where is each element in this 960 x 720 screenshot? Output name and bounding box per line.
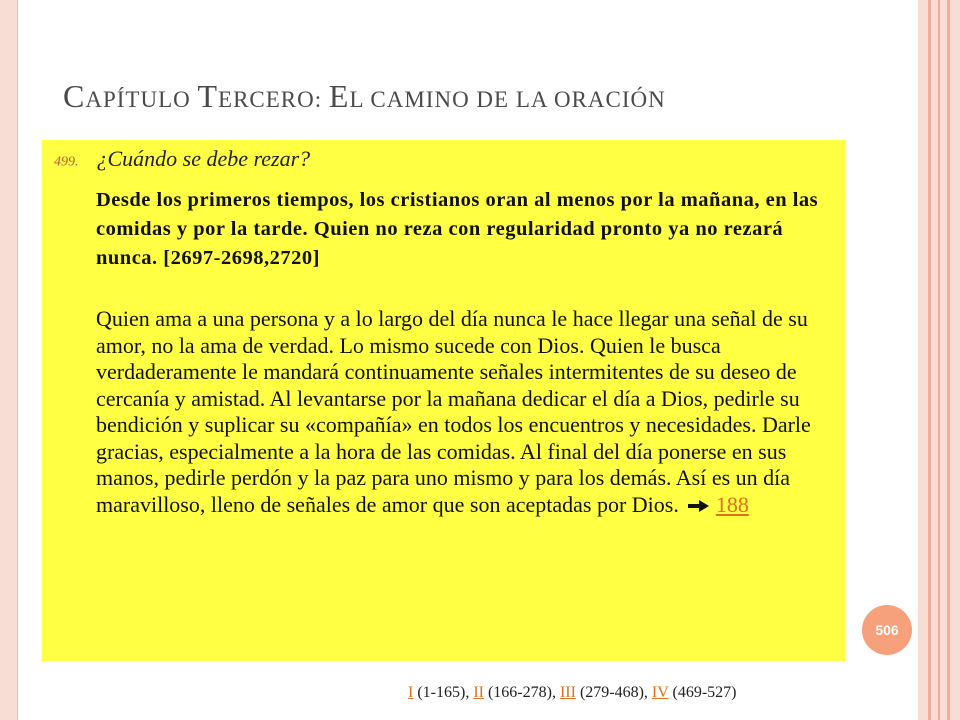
explanation-text: Quien ama a una persona y a lo largo del día nunca le hace llegar una señal de su amor, no la ama de verdad. Lo mismo sucede con Dios. Quien le busca verdaderamente le mandará continuamente señales intermitentes de su deseo de cercanía y amistad. Al levantarse por la mañana dedicar el día a Dios, pedirle su bendición y suplicar su «compañía» en todos los encuentros y necesidades. Darle gracias, especialmente a la hora de las comidas. Al final del día ponerse en sus manos, pedirle perdón y la paz para uno mismo y para los demás. Así es un día maravilloso, lleno de señales de amor que son aceptadas por Dios.: [96, 306, 811, 517]
volume-link-2[interactable]: II: [473, 684, 484, 701]
left-frame-decoration: [0, 0, 17, 720]
volume-range-4: (469-527): [668, 684, 737, 701]
cross-reference-link[interactable]: 188: [715, 491, 749, 517]
volume-navigation: [408, 684, 737, 702]
volume-range-1: (1-165),: [413, 684, 474, 701]
question-text: ¿Cuándo se debe rezar?: [96, 146, 311, 171]
slide-title: CAPÍTULO TERCERO: EL CAMINO DE LA ORACIÓN: [63, 78, 666, 114]
explanation-paragraph: [96, 306, 838, 518]
left-frame-line: [17, 0, 18, 720]
volume-range-2: (166-278),: [483, 684, 560, 701]
volume-link-1[interactable]: I: [408, 684, 414, 701]
question-line: [54, 146, 310, 172]
volume-link-3[interactable]: III: [559, 684, 576, 701]
answer-text: Desde los primeros tiempos, los cristianos oran al menos por la mañana, en las comidas y por la tarde. Quien no reza con regularidad pronto ya no rezará nunca. [2697-2698,2720]: [96, 189, 819, 269]
right-arrow-icon: [688, 499, 710, 513]
page-number-badge: 506: [862, 605, 912, 655]
question-number: 499.: [54, 154, 79, 170]
right-frame-decoration: [918, 0, 960, 720]
volume-link-4[interactable]: IV: [651, 684, 669, 701]
volume-range-3: (279-468),: [575, 684, 652, 701]
